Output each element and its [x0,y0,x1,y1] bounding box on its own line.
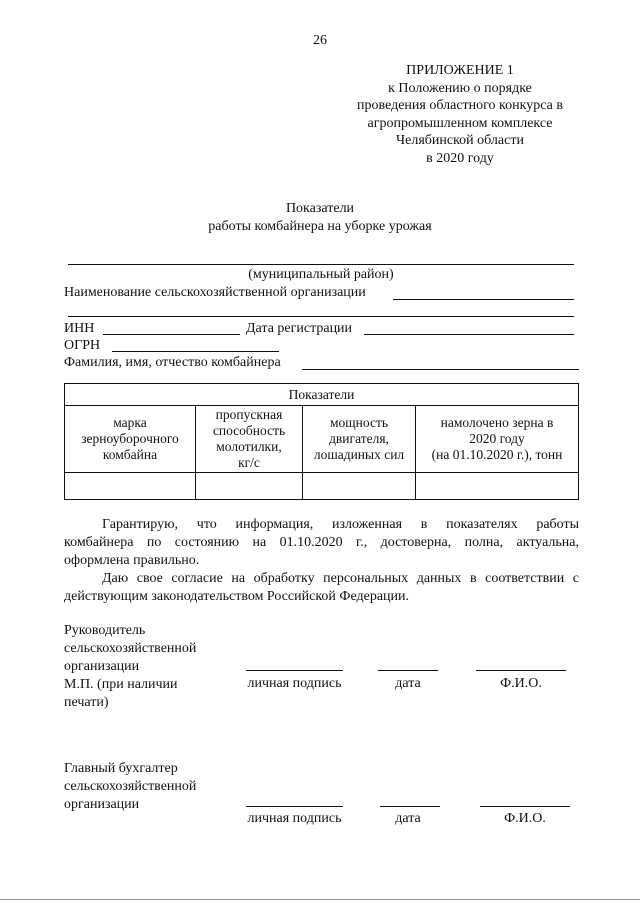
header-text: 2020 году [469,431,525,446]
org-name-label: Наименование сельскохозяйственной организации [64,285,366,300]
guarantee-paragraph [64,516,579,570]
appendix-line: ПРИЛОЖЕНИЕ 1 [406,63,514,78]
district-field[interactable] [68,264,574,265]
reg-date-label: Дата регистрации [246,321,353,336]
guarantee-line: Гарантирую, что информация, изложенная в показателях работы [102,517,579,532]
head-date-label: дата [395,676,421,691]
guarantee-line: комбайнера по состоянию на 01.10.2020 г., достоверна, полна, актуальна, [64,535,579,550]
head-name-field[interactable] [476,670,566,671]
head-signature-field[interactable] [246,670,343,671]
header-text: двигателя, [329,431,389,446]
cell-combine-brand[interactable] [65,473,196,500]
stamp-note-line: печати) [64,695,109,710]
accountant-date-field[interactable] [380,806,440,807]
header-text: зерноуборочного [81,431,179,446]
head-title-line: сельскохозяйственной [64,641,197,656]
inn-label: ИНН [64,321,95,336]
header-text: намолочено зерна в [440,415,554,430]
header-text: пропускная [215,407,283,422]
header-text: кг/с [238,455,260,470]
page-number: 26 [313,33,327,48]
accountant-title-line: организации [64,797,140,812]
cell-grain-threshed[interactable] [416,473,579,500]
fio-field[interactable] [302,369,579,370]
ogrn-label: ОГРН [64,338,101,353]
header-text: (на 01.10.2020 г.), тонн [431,447,563,462]
page-bottom-edge [0,899,640,900]
ogrn-field[interactable] [112,351,279,352]
appendix-line: агропромышленном комплексе [367,115,553,131]
appendix-line: в 2020 году [426,150,494,166]
cell-throughput[interactable] [196,473,303,500]
head-name-label: Ф.И.О. [500,676,542,691]
cell-engine-power[interactable] [303,473,416,500]
head-title-line: Руководитель [64,623,146,638]
district-caption: (муниципальный район) [248,267,394,282]
appendix-line: проведения областного конкурса в [357,98,563,114]
org-name-field-continued[interactable] [68,316,574,317]
appendix-block [340,62,580,168]
reg-date-field[interactable] [364,334,574,335]
inn-field[interactable] [103,334,240,335]
fio-label: Фамилия, имя, отчество комбайнера [64,355,281,370]
head-title-line: организации [64,659,140,674]
consent-line: действующим законодательством Российской Федерации. [64,589,410,604]
document-subtitle: работы комбайнера на уборке урожая [208,219,432,234]
accountant-title-line: Главный бухгалтер [64,761,178,776]
document-title: Показатели [285,201,355,216]
header-text: способность [212,423,286,438]
accountant-name-field[interactable] [480,806,570,807]
indicators-table [64,383,579,500]
column-header-grain-threshed [416,406,579,473]
consent-line: Даю свое согласие на обработку персональных данных в соответствии с [102,571,579,586]
table-row [65,473,579,500]
appendix-line: к Положению о порядке [388,80,532,96]
column-header-combine-brand [65,406,196,473]
accountant-title-line: сельскохозяйственной [64,779,197,794]
consent-paragraph [64,570,579,606]
table-group-header: Показатели [65,384,579,406]
header-text: комбайна [102,447,158,462]
accountant-name-label: Ф.И.О. [504,811,546,826]
accountant-signature-field[interactable] [246,806,343,807]
guarantee-line: оформлена правильно. [64,553,200,568]
header-text: молотилки, [216,439,282,454]
column-header-engine-power [303,406,416,473]
stamp-note-line: М.П. (при наличии [64,677,178,692]
header-text: марка [113,415,147,430]
head-signature-label: личная подпись [247,676,342,691]
org-name-field[interactable] [393,299,574,300]
header-text: мощность [329,415,389,430]
column-header-throughput [196,406,303,473]
head-date-field[interactable] [378,670,438,671]
accountant-signature-label: личная подпись [247,811,342,826]
accountant-date-label: дата [395,811,421,826]
appendix-line: Челябинской области [396,133,524,149]
header-text: лошадиных сил [313,447,405,462]
